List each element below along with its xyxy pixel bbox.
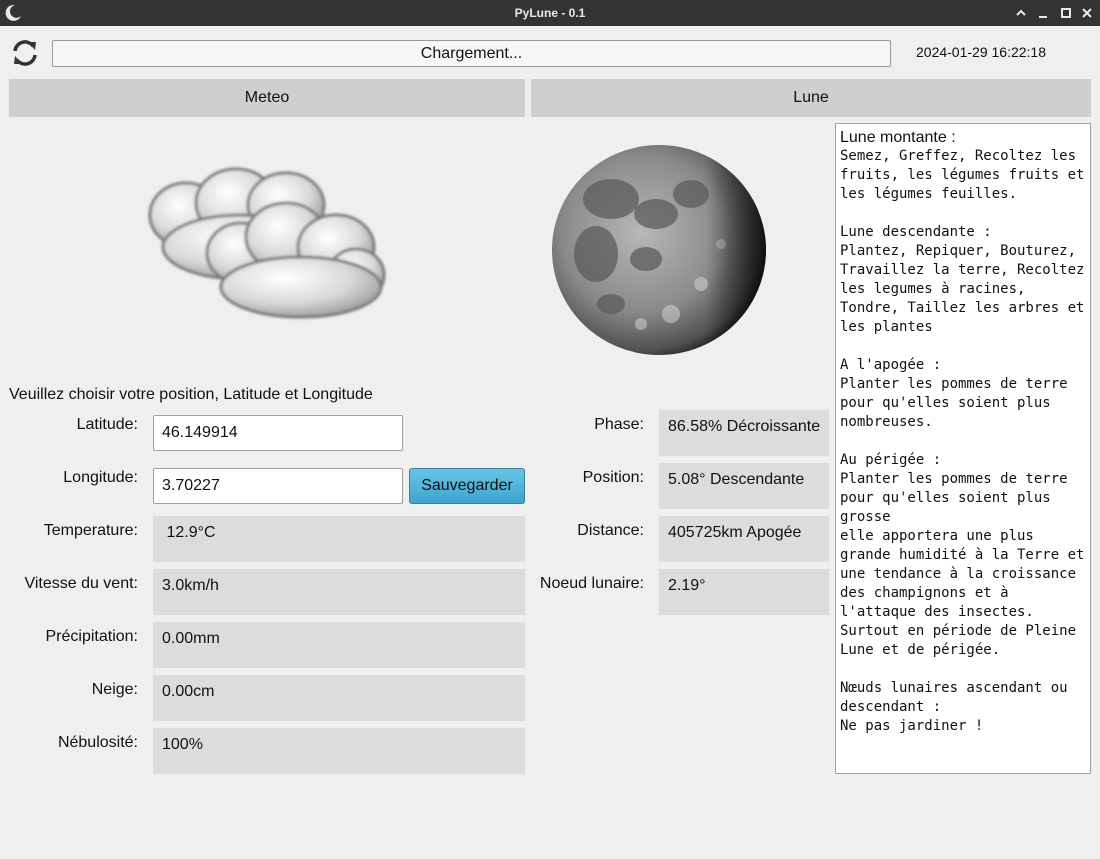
precipitation-label: Précipitation: bbox=[45, 628, 138, 645]
distance-value: 405725km Apogée bbox=[659, 516, 829, 562]
cloud-cover-label: Nébulosité: bbox=[57, 734, 138, 751]
info-heading: Lune montante : bbox=[840, 129, 956, 146]
position-value: 5.08° Descendante bbox=[659, 463, 829, 509]
precipitation-value: 0.00mm bbox=[153, 622, 525, 668]
wind-speed-label: Vitesse du vent: bbox=[24, 575, 138, 592]
tab-meteo[interactable]: Meteo bbox=[9, 79, 525, 117]
lunar-node-label: Noeud lunaire: bbox=[539, 575, 644, 592]
wind-speed-value: 3.0km/h bbox=[153, 569, 525, 615]
position-label: Position: bbox=[582, 469, 644, 486]
distance-label: Distance: bbox=[577, 522, 644, 539]
tab-lune[interactable]: Lune bbox=[531, 79, 1091, 117]
longitude-input[interactable]: 3.70227 bbox=[153, 468, 403, 504]
longitude-label: Longitude: bbox=[63, 469, 138, 486]
snow-value: 0.00cm bbox=[153, 675, 525, 721]
gardening-info-textbox[interactable] bbox=[835, 123, 1091, 774]
status-progress-bar: Chargement... bbox=[52, 40, 891, 67]
cloud-cover-value: 100% bbox=[153, 728, 525, 774]
datetime-label: 2024-01-29 16:22:18 bbox=[916, 44, 1046, 60]
latitude-label: Latitude: bbox=[76, 416, 138, 433]
latitude-input[interactable]: 46.149914 bbox=[153, 415, 403, 451]
phase-value: 86.58% Décroissante bbox=[659, 410, 829, 456]
close-icon[interactable] bbox=[1078, 4, 1096, 22]
title-bar[interactable] bbox=[0, 0, 1100, 26]
maximize-icon[interactable] bbox=[1057, 4, 1075, 22]
save-button[interactable]: Sauvegarder bbox=[409, 468, 525, 504]
minimize-icon[interactable] bbox=[1034, 4, 1052, 22]
chevron-up-icon[interactable] bbox=[1012, 4, 1030, 22]
position-hint: Veuillez choisir votre position, Latitude et Longitude bbox=[9, 386, 373, 403]
cloud-icon bbox=[146, 165, 388, 330]
lunar-node-value: 2.19° bbox=[659, 569, 829, 615]
moon-image bbox=[551, 144, 767, 357]
snow-label: Neige: bbox=[91, 681, 138, 698]
phase-label: Phase: bbox=[594, 416, 644, 433]
info-body: Semez, Greffez, Recoltez les fruits, les légumes fruits et les légumes feuilles. Lune descendante : Plantez, Repiquer, Bouturez, Travaillez la terre, Recoltez les legumes à racines, Tondre, Taillez les arbres et les plantes A l'apogée : Planter les pommes de terre pour qu'elles soient plus nombreuses. Au périgée : Planter les pommes de terre pour qu'elles soient plus grosse elle apportera une plus grande humidité à la Terre et une tendance à la croissance des champignons et à l'attaque des insectes. Surtout en période de Pleine Lune et de périgée. Nœuds lunaires ascendant ou descendant : Ne pas jardiner ! bbox=[840, 148, 1085, 734]
temperature-value: 12.9°C bbox=[153, 516, 525, 562]
window-title: PyLune - 0.1 bbox=[514, 6, 586, 20]
refresh-icon[interactable] bbox=[10, 38, 40, 68]
temperature-label: Temperature: bbox=[43, 522, 138, 539]
